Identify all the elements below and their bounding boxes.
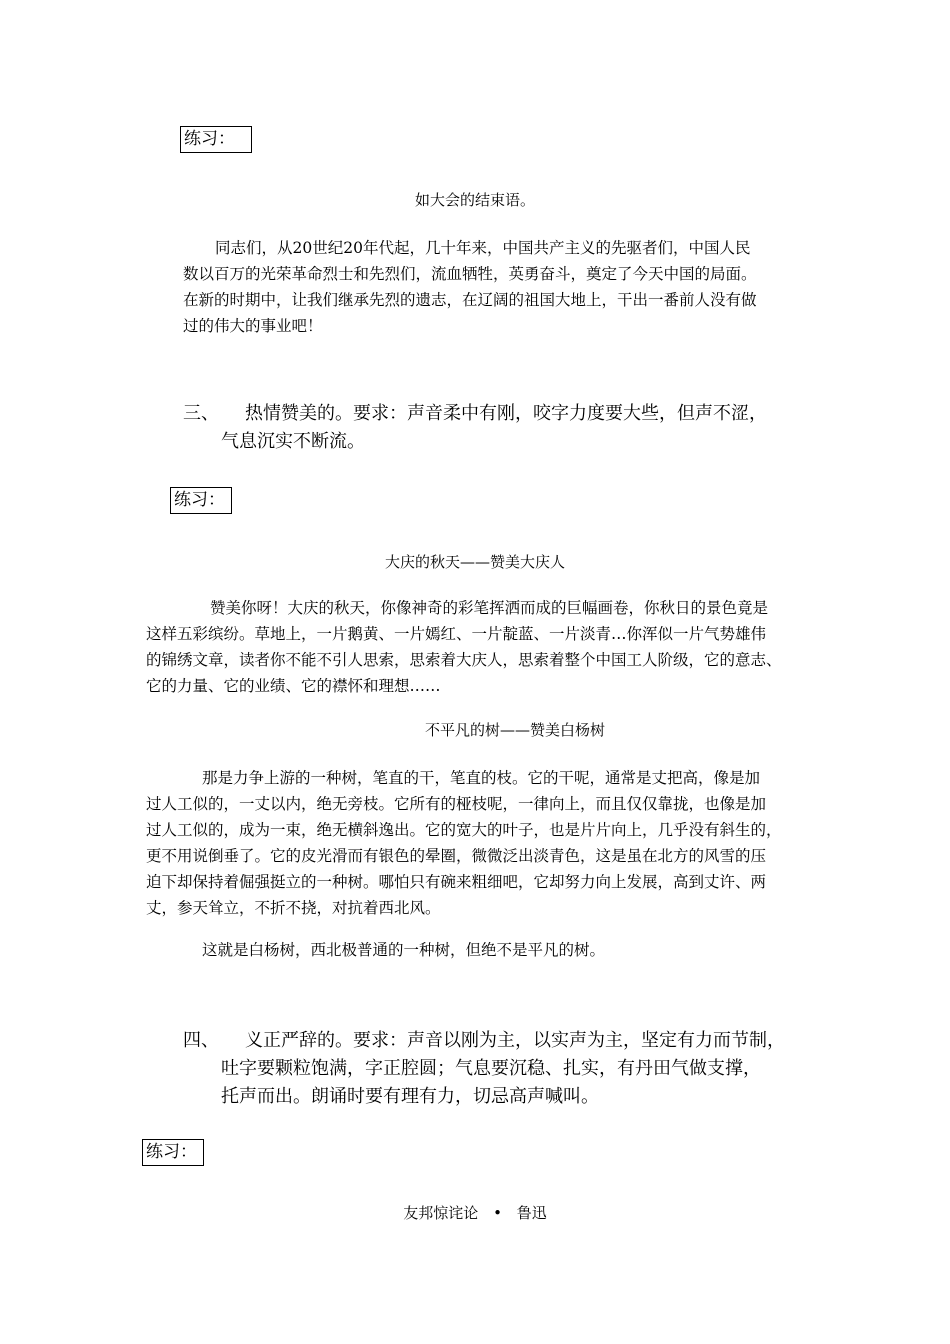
paragraph-line: 丈，参天耸立，不折不挠，对抗着西北风。	[146, 899, 441, 917]
exercise-label-3: 练习：	[142, 1139, 204, 1166]
paragraph-line: 过人工似的，成为一束，绝无横斜逸出。它的宽大的叶子，也是片片向上，几乎没有斜生的，	[146, 821, 782, 839]
heading-line: 热情赞美的。要求：声音柔中有刚，咬字力度要大些，但声不涩，	[245, 403, 767, 424]
footer-title-text: 友邦惊诧论	[403, 1204, 479, 1222]
paragraph-line: 那是力争上游的一种树，笔直的干，笔直的枝。它的干呢，通常是丈把高，像是加	[202, 769, 761, 787]
paragraph-line: 同志们，从20世纪20年代起，几十年来，中国共产主义的先驱者们，中国人民	[215, 239, 751, 257]
footer-separator: •	[493, 1204, 502, 1222]
heading-line: 托声而出。朗诵时要有理有力，切忌高声喊叫。	[221, 1086, 599, 1107]
heading-line: 义正严辞的。要求：声音以刚为主，以实声为主，坚定有力而节制，	[245, 1030, 785, 1051]
paragraph-ending	[183, 235, 803, 339]
section-title-poplar: 不平凡的树——赞美白杨树	[424, 721, 605, 739]
heading-3	[183, 400, 823, 456]
paragraph-line: 迫下却保持着倔强挺立的一种树。哪怕只有碗来粗细吧，它却努力向上发展，高到丈许、两	[146, 873, 767, 891]
footer-author: 鲁迅	[516, 1204, 547, 1222]
heading-number: 四、	[183, 1030, 219, 1051]
paragraph-poplar	[146, 765, 811, 921]
paragraph-poplar-closing: 这就是白杨树，西北极普通的一种树，但绝不是平凡的树。	[202, 941, 606, 959]
paragraph-line: 过人工似的，一丈以内，绝无旁枝。它所有的桠枝呢，一律向上，而且仅仅靠拢，也像是加	[146, 795, 767, 813]
paragraph-line: 更不用说倒垂了。它的皮光滑而有银色的晕圈，微微泛出淡青色，这是虽在北方的风雪的压	[146, 847, 767, 865]
heading-number: 三、	[183, 403, 219, 424]
paragraph-line: 赞美你呀！大庆的秋天，你像神奇的彩笔挥洒而成的巨幅画卷，你秋日的景色竟是	[210, 599, 769, 617]
paragraph-line: 数以百万的光荣革命烈士和先烈们，流血牺牲，英勇奋斗，奠定了今天中国的局面。	[183, 265, 757, 283]
paragraph-daqing	[146, 595, 811, 699]
exercise-label-2: 练习：	[170, 487, 232, 514]
heading-line: 吐字要颗粒饱满，字正腔圆；气息要沉稳、扎实，有丹田气做支撑，	[221, 1058, 761, 1079]
paragraph-line: 它的力量、它的业绩、它的襟怀和理想……	[146, 677, 441, 695]
section-title-ending: 如大会的结束语。	[414, 191, 535, 209]
heading-line: 气息沉实不断流。	[221, 431, 365, 452]
exercise-label-1: 练习：	[180, 126, 252, 153]
paragraph-line: 在新的时期中，让我们继承先烈的遗志，在辽阔的祖国大地上，干出一番前人没有做	[183, 291, 757, 309]
paragraph-line: 的锦绣文章，读者你不能不引人思索，思索着大庆人，思索着整个中国工人阶级，它的意志、	[146, 651, 782, 669]
heading-4	[183, 1027, 823, 1111]
footer-title	[0, 1203, 950, 1223]
section-title-daqing: 大庆的秋天——赞美大庆人	[384, 553, 565, 571]
paragraph-line: 过的伟大的事业吧！	[183, 317, 323, 335]
paragraph-line: 这样五彩缤纷。草地上，一片鹅黄、一片嫣红、一片靛蓝、一片淡青…你浑似一片气势雄伟	[146, 625, 767, 643]
